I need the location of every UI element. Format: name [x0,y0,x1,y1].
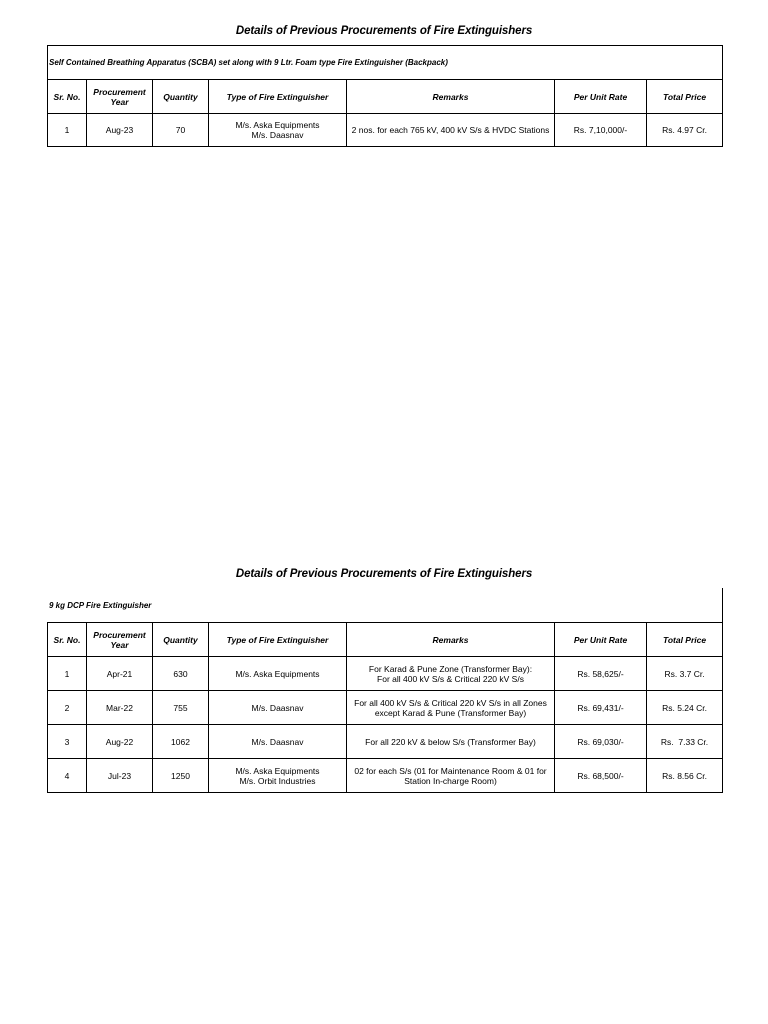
cell-type: M/s. Daasnav [209,691,347,725]
cell-rate: Rs. 68,500/- [555,759,647,793]
cell-rate: Rs. 58,625/- [555,657,647,691]
cell-year: Apr-21 [87,657,153,691]
type-line-2: M/s. Orbit Industries [239,775,316,786]
table-row [48,725,723,759]
remarks-line-1: 02 for each S/s (01 for Maintenance Room & 01 for [354,765,547,776]
cell-quantity: 1250 [153,759,209,793]
column-header-procurement-year [87,623,153,657]
column-header-quantity: Quantity [153,80,209,114]
remarks-line-2: Station In-charge Room) [404,775,497,786]
column-header-sr-no: Sr. No. [48,80,87,114]
cell-total: Rs. 4.97 Cr. [647,114,723,147]
remarks-line-2: except Karad & Pune (Transformer Bay) [374,707,527,718]
remarks-line-2: For all 400 kV S/s & Critical 220 kV S/s [377,673,524,684]
cell-quantity: 755 [153,691,209,725]
cell-remarks: For all 220 kV & below S/s (Transformer Bay) [347,725,555,759]
column-header-total-price: Total Price [647,80,723,114]
type-line-1: M/s. Aska Equipments [235,765,320,776]
cell-year: Aug-22 [87,725,153,759]
cell-type [209,114,347,147]
cell-rate: Rs. 69,030/- [555,725,647,759]
header-year-line-2: Year [110,96,129,107]
table-row [48,759,723,793]
table-caption: 9 kg DCP Fire Extinguisher [48,589,723,623]
cell-remarks [347,691,555,725]
header-year-line-1: Procurement [93,86,146,97]
cell-remarks [347,657,555,691]
type-line-1: M/s. Aska Equipments [235,120,320,130]
cell-type: M/s. Daasnav [209,725,347,759]
cell-total: Rs. 5.24 Cr. [647,691,723,725]
column-header-type: Type of Fire Extinguisher [209,80,347,114]
header-year-line-1: Procurement [93,629,146,640]
cell-total: Rs. 7.33 Cr. [647,725,723,759]
table-row [48,114,723,147]
column-header-procurement-year [87,80,153,114]
type-line-2: M/s. Daasnav [251,130,304,140]
section-1-title: Details of Previous Procurements of Fire Extinguishers [235,25,533,37]
column-header-sr-no: Sr. No. [48,623,87,657]
cell-year: Aug-23 [87,114,153,147]
cell-rate: Rs. 7,10,000/- [555,114,647,147]
remarks-line-1: For Karad & Pune Zone (Transformer Bay): [368,663,533,674]
header-row [48,80,723,114]
cell-sr-no: 1 [48,657,87,691]
cell-total: Rs. 8.56 Cr. [647,759,723,793]
column-header-type: Type of Fire Extinguisher [209,623,347,657]
column-header-remarks: Remarks [347,623,555,657]
cell-remarks [347,759,555,793]
column-header-total-price: Total Price [647,623,723,657]
column-header-quantity: Quantity [153,623,209,657]
cell-sr-no: 4 [48,759,87,793]
cell-quantity: 1062 [153,725,209,759]
table-caption: Self Contained Breathing Apparatus (SCBA) set along with 9 Ltr. Foam type Fire Extinguisher (Backpack) [48,46,723,80]
table-row [48,691,723,725]
column-header-remarks: Remarks [347,80,555,114]
cell-sr-no: 3 [48,725,87,759]
cell-remarks: 2 nos. for each 765 kV, 400 kV S/s & HVDC Stations [347,114,555,147]
cell-quantity: 70 [153,114,209,147]
cell-type: M/s. Aska Equipments [209,657,347,691]
cell-sr-no: 2 [48,691,87,725]
table-row [48,657,723,691]
dcp-procurement-table [47,588,723,793]
remarks-line-1: For all 400 kV S/s & Critical 220 kV S/s in all Zones [354,697,547,708]
cell-year: Jul-23 [87,759,153,793]
column-header-per-unit-rate: Per Unit Rate [555,623,647,657]
cell-sr-no: 1 [48,114,87,147]
cell-type [209,759,347,793]
scba-procurement-table [47,45,723,147]
cell-year: Mar-22 [87,691,153,725]
header-year-line-2: Year [110,639,129,650]
cell-quantity: 630 [153,657,209,691]
column-header-per-unit-rate: Per Unit Rate [555,80,647,114]
cell-total: Rs. 3.7 Cr. [647,657,723,691]
header-row [48,623,723,657]
cell-rate: Rs. 69,431/- [555,691,647,725]
section-2-title: Details of Previous Procurements of Fire Extinguishers [235,568,533,580]
